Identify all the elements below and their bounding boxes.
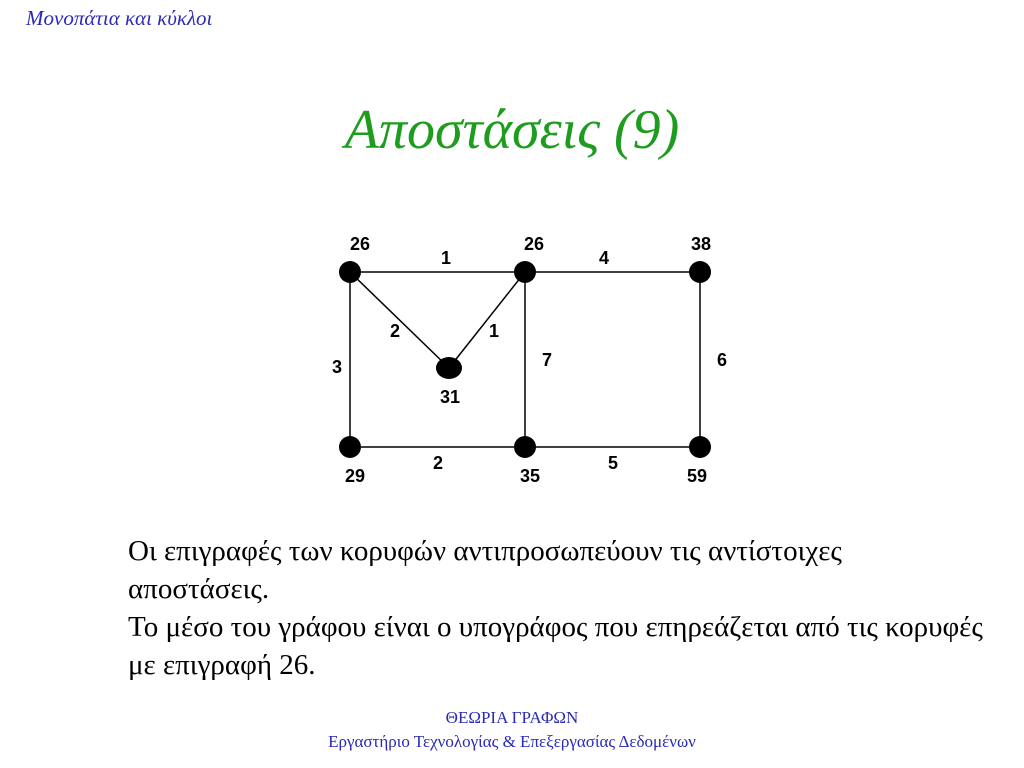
edge-weight-v1-v5: 3: [331, 357, 343, 377]
vertex-v1: [339, 261, 361, 283]
edge-weight-v1-v2: 1: [440, 248, 452, 268]
vertex-v5: [339, 436, 361, 458]
edge-weight-v2-v3: 4: [598, 248, 610, 268]
vertex-v7: [689, 436, 711, 458]
edge-weight-v2-v4: 1: [488, 321, 500, 341]
footer-lab: Εργαστήριο Τεχνολογίας & Επεξεργασίας Δεδομένων: [328, 732, 696, 751]
slide-title: Αποστάσεις (9): [344, 99, 680, 161]
vertex-label-v7: 59: [686, 466, 708, 486]
body-paragraph-2: Το μέσο του γράφου είναι ο υπογράφος που επηρεάζεται από τις κορυφές με επιγραφή 26.: [128, 611, 983, 681]
edge-weight-v3-v7: 6: [716, 350, 728, 370]
edge-weight-v6-v7: 5: [607, 453, 619, 473]
edge-v1-v4: [350, 272, 449, 368]
vertex-v6: [514, 436, 536, 458]
vertex-label-v1: 26: [349, 234, 371, 254]
vertex-label-v3: 38: [690, 234, 712, 254]
vertex-label-v2: 26: [523, 234, 545, 254]
body-text: [128, 532, 988, 684]
vertex-label-v5: 29: [344, 466, 366, 486]
edge-weight-v5-v6: 2: [432, 453, 444, 473]
footer: [0, 706, 1024, 754]
edge-weight-v1-v4: 2: [389, 321, 401, 341]
vertex-v4: [436, 357, 462, 379]
vertex-label-v4: 31: [439, 387, 461, 407]
vertex-v3: [689, 261, 711, 283]
vertex-label-v6: 35: [519, 466, 541, 486]
vertex-v2: [514, 261, 536, 283]
edge-weight-v2-v6: 7: [541, 350, 553, 370]
slide-topic: Μονοπάτια και κύκλοι: [26, 6, 213, 30]
edge-v2-v4: [449, 272, 525, 368]
body-paragraph-1: Οι επιγραφές των κορυφών αντιπροσωπεύουν τις αντίστοιχες αποστάσεις.: [128, 535, 842, 605]
footer-course: ΘΕΩΡΙΑ ΓΡΑΦΩΝ: [445, 708, 579, 727]
